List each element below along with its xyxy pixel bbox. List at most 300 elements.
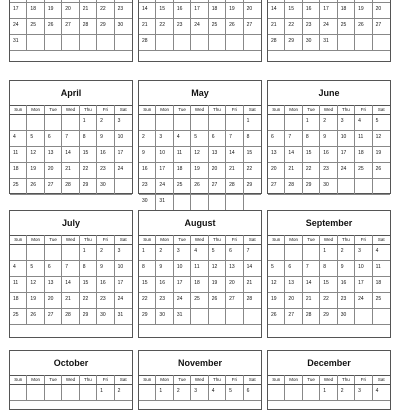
- day-cell[interactable]: [209, 131, 226, 147]
- day-cell[interactable]: [355, 147, 372, 163]
- day-cell[interactable]: [244, 115, 261, 131]
- day-cell[interactable]: [320, 163, 337, 179]
- day-cell[interactable]: [320, 293, 337, 309]
- day-cell[interactable]: [27, 131, 44, 147]
- day-cell[interactable]: [303, 309, 320, 325]
- day-cell[interactable]: [62, 261, 79, 277]
- day-cell[interactable]: [226, 19, 243, 35]
- day-cell[interactable]: [338, 245, 355, 261]
- day-cell[interactable]: [139, 131, 156, 147]
- day-cell[interactable]: [115, 293, 132, 309]
- day-cell[interactable]: [226, 195, 243, 211]
- day-cell[interactable]: [285, 245, 302, 261]
- day-cell[interactable]: [209, 293, 226, 309]
- day-cell[interactable]: [338, 277, 355, 293]
- day-cell[interactable]: [97, 115, 114, 131]
- day-cell[interactable]: [191, 195, 208, 211]
- day-cell[interactable]: [156, 35, 173, 51]
- day-cell[interactable]: [209, 147, 226, 163]
- day-cell[interactable]: [268, 179, 285, 195]
- day-cell[interactable]: [355, 179, 372, 195]
- day-cell[interactable]: [244, 385, 261, 401]
- day-cell[interactable]: [373, 3, 390, 19]
- day-cell[interactable]: [373, 115, 390, 131]
- day-cell[interactable]: [174, 261, 191, 277]
- day-cell[interactable]: [27, 3, 44, 19]
- day-cell[interactable]: [139, 19, 156, 35]
- day-cell[interactable]: [303, 277, 320, 293]
- day-cell[interactable]: [338, 163, 355, 179]
- day-cell[interactable]: [226, 261, 243, 277]
- day-cell[interactable]: [268, 131, 285, 147]
- day-cell[interactable]: [97, 147, 114, 163]
- day-cell[interactable]: [244, 179, 261, 195]
- day-cell[interactable]: [373, 309, 390, 325]
- day-cell[interactable]: [10, 19, 27, 35]
- day-cell[interactable]: [244, 147, 261, 163]
- day-cell[interactable]: [209, 19, 226, 35]
- day-cell[interactable]: [209, 179, 226, 195]
- day-cell[interactable]: [303, 19, 320, 35]
- day-cell[interactable]: [191, 147, 208, 163]
- day-cell[interactable]: [115, 277, 132, 293]
- day-cell[interactable]: [268, 3, 285, 19]
- day-cell[interactable]: [139, 309, 156, 325]
- day-cell[interactable]: [285, 115, 302, 131]
- day-cell[interactable]: [373, 245, 390, 261]
- day-cell[interactable]: [355, 277, 372, 293]
- day-cell[interactable]: [45, 35, 62, 51]
- day-cell[interactable]: [62, 385, 79, 401]
- day-cell[interactable]: [303, 245, 320, 261]
- day-cell[interactable]: [80, 19, 97, 35]
- day-cell[interactable]: [209, 309, 226, 325]
- day-cell[interactable]: [191, 309, 208, 325]
- day-cell[interactable]: [62, 19, 79, 35]
- day-cell[interactable]: [338, 115, 355, 131]
- day-cell[interactable]: [62, 115, 79, 131]
- day-cell[interactable]: [244, 19, 261, 35]
- day-cell[interactable]: [174, 115, 191, 131]
- day-cell[interactable]: [10, 179, 27, 195]
- day-cell[interactable]: [174, 245, 191, 261]
- day-cell[interactable]: [80, 147, 97, 163]
- day-cell[interactable]: [174, 35, 191, 51]
- day-cell[interactable]: [303, 115, 320, 131]
- day-cell[interactable]: [115, 3, 132, 19]
- day-cell[interactable]: [285, 3, 302, 19]
- day-cell[interactable]: [80, 293, 97, 309]
- day-cell[interactable]: [115, 261, 132, 277]
- day-cell[interactable]: [115, 131, 132, 147]
- day-cell[interactable]: [244, 293, 261, 309]
- day-cell[interactable]: [10, 147, 27, 163]
- day-cell[interactable]: [373, 261, 390, 277]
- day-cell[interactable]: [62, 163, 79, 179]
- day-cell[interactable]: [97, 277, 114, 293]
- day-cell[interactable]: [209, 35, 226, 51]
- day-cell[interactable]: [115, 179, 132, 195]
- day-cell[interactable]: [285, 277, 302, 293]
- day-cell[interactable]: [62, 245, 79, 261]
- day-cell[interactable]: [156, 195, 173, 211]
- day-cell[interactable]: [320, 115, 337, 131]
- day-cell[interactable]: [139, 277, 156, 293]
- day-cell[interactable]: [45, 385, 62, 401]
- day-cell[interactable]: [226, 147, 243, 163]
- day-cell[interactable]: [303, 163, 320, 179]
- day-cell[interactable]: [268, 35, 285, 51]
- day-cell[interactable]: [244, 195, 261, 211]
- day-cell[interactable]: [174, 19, 191, 35]
- day-cell[interactable]: [139, 115, 156, 131]
- day-cell[interactable]: [174, 195, 191, 211]
- day-cell[interactable]: [97, 3, 114, 19]
- day-cell[interactable]: [97, 261, 114, 277]
- day-cell[interactable]: [320, 245, 337, 261]
- day-cell[interactable]: [80, 131, 97, 147]
- day-cell[interactable]: [139, 293, 156, 309]
- day-cell[interactable]: [320, 3, 337, 19]
- day-cell[interactable]: [156, 163, 173, 179]
- day-cell[interactable]: [320, 35, 337, 51]
- day-cell[interactable]: [80, 35, 97, 51]
- day-cell[interactable]: [191, 385, 208, 401]
- day-cell[interactable]: [139, 245, 156, 261]
- day-cell[interactable]: [174, 309, 191, 325]
- day-cell[interactable]: [10, 3, 27, 19]
- day-cell[interactable]: [156, 3, 173, 19]
- day-cell[interactable]: [244, 131, 261, 147]
- day-cell[interactable]: [27, 163, 44, 179]
- day-cell[interactable]: [226, 293, 243, 309]
- day-cell[interactable]: [97, 163, 114, 179]
- day-cell[interactable]: [303, 385, 320, 401]
- day-cell[interactable]: [80, 3, 97, 19]
- day-cell[interactable]: [174, 277, 191, 293]
- day-cell[interactable]: [97, 245, 114, 261]
- day-cell[interactable]: [338, 293, 355, 309]
- day-cell[interactable]: [10, 277, 27, 293]
- day-cell[interactable]: [156, 245, 173, 261]
- day-cell[interactable]: [191, 261, 208, 277]
- day-cell[interactable]: [27, 277, 44, 293]
- day-cell[interactable]: [355, 115, 372, 131]
- day-cell[interactable]: [191, 3, 208, 19]
- day-cell[interactable]: [373, 35, 390, 51]
- day-cell[interactable]: [62, 179, 79, 195]
- day-cell[interactable]: [62, 277, 79, 293]
- day-cell[interactable]: [355, 131, 372, 147]
- day-cell[interactable]: [156, 131, 173, 147]
- day-cell[interactable]: [303, 35, 320, 51]
- day-cell[interactable]: [139, 195, 156, 211]
- day-cell[interactable]: [226, 3, 243, 19]
- day-cell[interactable]: [209, 245, 226, 261]
- day-cell[interactable]: [209, 277, 226, 293]
- day-cell[interactable]: [45, 261, 62, 277]
- day-cell[interactable]: [45, 147, 62, 163]
- day-cell[interactable]: [10, 309, 27, 325]
- day-cell[interactable]: [320, 385, 337, 401]
- day-cell[interactable]: [27, 261, 44, 277]
- day-cell[interactable]: [268, 261, 285, 277]
- day-cell[interactable]: [226, 277, 243, 293]
- day-cell[interactable]: [27, 19, 44, 35]
- day-cell[interactable]: [156, 261, 173, 277]
- day-cell[interactable]: [355, 35, 372, 51]
- day-cell[interactable]: [355, 385, 372, 401]
- day-cell[interactable]: [115, 245, 132, 261]
- day-cell[interactable]: [174, 147, 191, 163]
- day-cell[interactable]: [268, 163, 285, 179]
- day-cell[interactable]: [139, 3, 156, 19]
- day-cell[interactable]: [62, 293, 79, 309]
- day-cell[interactable]: [268, 115, 285, 131]
- day-cell[interactable]: [268, 293, 285, 309]
- day-cell[interactable]: [338, 261, 355, 277]
- day-cell[interactable]: [10, 261, 27, 277]
- day-cell[interactable]: [338, 19, 355, 35]
- day-cell[interactable]: [338, 3, 355, 19]
- day-cell[interactable]: [80, 277, 97, 293]
- day-cell[interactable]: [156, 293, 173, 309]
- day-cell[interactable]: [80, 115, 97, 131]
- day-cell[interactable]: [191, 293, 208, 309]
- day-cell[interactable]: [355, 309, 372, 325]
- day-cell[interactable]: [27, 147, 44, 163]
- day-cell[interactable]: [45, 293, 62, 309]
- day-cell[interactable]: [320, 277, 337, 293]
- day-cell[interactable]: [10, 245, 27, 261]
- day-cell[interactable]: [27, 115, 44, 131]
- day-cell[interactable]: [285, 163, 302, 179]
- day-cell[interactable]: [97, 179, 114, 195]
- day-cell[interactable]: [209, 195, 226, 211]
- day-cell[interactable]: [303, 147, 320, 163]
- day-cell[interactable]: [191, 115, 208, 131]
- day-cell[interactable]: [268, 19, 285, 35]
- day-cell[interactable]: [156, 147, 173, 163]
- day-cell[interactable]: [174, 3, 191, 19]
- day-cell[interactable]: [97, 309, 114, 325]
- day-cell[interactable]: [10, 35, 27, 51]
- day-cell[interactable]: [320, 309, 337, 325]
- day-cell[interactable]: [80, 261, 97, 277]
- day-cell[interactable]: [244, 277, 261, 293]
- day-cell[interactable]: [80, 163, 97, 179]
- day-cell[interactable]: [45, 163, 62, 179]
- day-cell[interactable]: [174, 131, 191, 147]
- day-cell[interactable]: [139, 179, 156, 195]
- day-cell[interactable]: [115, 35, 132, 51]
- day-cell[interactable]: [27, 179, 44, 195]
- day-cell[interactable]: [80, 385, 97, 401]
- day-cell[interactable]: [156, 385, 173, 401]
- day-cell[interactable]: [226, 309, 243, 325]
- day-cell[interactable]: [244, 245, 261, 261]
- day-cell[interactable]: [115, 115, 132, 131]
- day-cell[interactable]: [209, 3, 226, 19]
- day-cell[interactable]: [338, 147, 355, 163]
- day-cell[interactable]: [115, 147, 132, 163]
- day-cell[interactable]: [62, 35, 79, 51]
- day-cell[interactable]: [80, 245, 97, 261]
- day-cell[interactable]: [268, 385, 285, 401]
- day-cell[interactable]: [226, 115, 243, 131]
- day-cell[interactable]: [156, 19, 173, 35]
- day-cell[interactable]: [45, 131, 62, 147]
- day-cell[interactable]: [226, 163, 243, 179]
- day-cell[interactable]: [320, 179, 337, 195]
- day-cell[interactable]: [285, 309, 302, 325]
- day-cell[interactable]: [97, 293, 114, 309]
- day-cell[interactable]: [97, 35, 114, 51]
- day-cell[interactable]: [373, 163, 390, 179]
- day-cell[interactable]: [115, 163, 132, 179]
- day-cell[interactable]: [303, 3, 320, 19]
- day-cell[interactable]: [45, 179, 62, 195]
- day-cell[interactable]: [338, 309, 355, 325]
- day-cell[interactable]: [10, 293, 27, 309]
- day-cell[interactable]: [209, 163, 226, 179]
- day-cell[interactable]: [320, 261, 337, 277]
- day-cell[interactable]: [139, 163, 156, 179]
- day-cell[interactable]: [338, 35, 355, 51]
- day-cell[interactable]: [285, 19, 302, 35]
- day-cell[interactable]: [338, 385, 355, 401]
- day-cell[interactable]: [174, 293, 191, 309]
- day-cell[interactable]: [139, 147, 156, 163]
- day-cell[interactable]: [373, 293, 390, 309]
- day-cell[interactable]: [115, 385, 132, 401]
- day-cell[interactable]: [303, 179, 320, 195]
- day-cell[interactable]: [226, 245, 243, 261]
- day-cell[interactable]: [45, 115, 62, 131]
- day-cell[interactable]: [10, 131, 27, 147]
- day-cell[interactable]: [191, 179, 208, 195]
- day-cell[interactable]: [27, 35, 44, 51]
- day-cell[interactable]: [10, 163, 27, 179]
- day-cell[interactable]: [174, 385, 191, 401]
- day-cell[interactable]: [226, 131, 243, 147]
- day-cell[interactable]: [174, 163, 191, 179]
- day-cell[interactable]: [355, 163, 372, 179]
- day-cell[interactable]: [373, 131, 390, 147]
- day-cell[interactable]: [27, 293, 44, 309]
- day-cell[interactable]: [373, 147, 390, 163]
- day-cell[interactable]: [355, 3, 372, 19]
- day-cell[interactable]: [268, 147, 285, 163]
- day-cell[interactable]: [191, 277, 208, 293]
- day-cell[interactable]: [191, 19, 208, 35]
- day-cell[interactable]: [285, 385, 302, 401]
- day-cell[interactable]: [320, 131, 337, 147]
- day-cell[interactable]: [285, 179, 302, 195]
- day-cell[interactable]: [45, 3, 62, 19]
- day-cell[interactable]: [97, 131, 114, 147]
- day-cell[interactable]: [285, 261, 302, 277]
- day-cell[interactable]: [97, 19, 114, 35]
- day-cell[interactable]: [285, 147, 302, 163]
- day-cell[interactable]: [45, 19, 62, 35]
- day-cell[interactable]: [80, 179, 97, 195]
- day-cell[interactable]: [373, 19, 390, 35]
- day-cell[interactable]: [226, 35, 243, 51]
- day-cell[interactable]: [62, 147, 79, 163]
- day-cell[interactable]: [62, 131, 79, 147]
- day-cell[interactable]: [139, 385, 156, 401]
- day-cell[interactable]: [139, 261, 156, 277]
- day-cell[interactable]: [226, 385, 243, 401]
- day-cell[interactable]: [320, 147, 337, 163]
- day-cell[interactable]: [209, 385, 226, 401]
- day-cell[interactable]: [244, 261, 261, 277]
- day-cell[interactable]: [27, 245, 44, 261]
- day-cell[interactable]: [209, 261, 226, 277]
- day-cell[interactable]: [45, 309, 62, 325]
- day-cell[interactable]: [156, 309, 173, 325]
- day-cell[interactable]: [320, 19, 337, 35]
- day-cell[interactable]: [45, 277, 62, 293]
- day-cell[interactable]: [45, 245, 62, 261]
- day-cell[interactable]: [62, 309, 79, 325]
- day-cell[interactable]: [268, 277, 285, 293]
- day-cell[interactable]: [156, 179, 173, 195]
- day-cell[interactable]: [10, 385, 27, 401]
- day-cell[interactable]: [303, 131, 320, 147]
- day-cell[interactable]: [191, 131, 208, 147]
- day-cell[interactable]: [156, 115, 173, 131]
- day-cell[interactable]: [373, 277, 390, 293]
- day-cell[interactable]: [174, 179, 191, 195]
- day-cell[interactable]: [285, 293, 302, 309]
- day-cell[interactable]: [80, 309, 97, 325]
- day-cell[interactable]: [338, 131, 355, 147]
- day-cell[interactable]: [139, 35, 156, 51]
- day-cell[interactable]: [355, 293, 372, 309]
- day-cell[interactable]: [268, 309, 285, 325]
- day-cell[interactable]: [355, 19, 372, 35]
- day-cell[interactable]: [244, 309, 261, 325]
- day-cell[interactable]: [209, 115, 226, 131]
- day-cell[interactable]: [303, 261, 320, 277]
- day-cell[interactable]: [285, 35, 302, 51]
- day-cell[interactable]: [115, 19, 132, 35]
- day-cell[interactable]: [62, 3, 79, 19]
- day-cell[interactable]: [373, 179, 390, 195]
- day-cell[interactable]: [373, 385, 390, 401]
- day-cell[interactable]: [338, 179, 355, 195]
- day-cell[interactable]: [191, 245, 208, 261]
- day-cell[interactable]: [226, 179, 243, 195]
- day-cell[interactable]: [355, 261, 372, 277]
- day-cell[interactable]: [27, 309, 44, 325]
- day-cell[interactable]: [191, 35, 208, 51]
- day-cell[interactable]: [156, 277, 173, 293]
- day-cell[interactable]: [244, 35, 261, 51]
- day-cell[interactable]: [115, 309, 132, 325]
- day-cell[interactable]: [191, 163, 208, 179]
- day-cell[interactable]: [10, 115, 27, 131]
- day-cell[interactable]: [244, 3, 261, 19]
- day-cell[interactable]: [268, 245, 285, 261]
- day-cell[interactable]: [97, 385, 114, 401]
- day-cell[interactable]: [303, 293, 320, 309]
- day-cell[interactable]: [244, 163, 261, 179]
- day-cell[interactable]: [285, 131, 302, 147]
- day-cell[interactable]: [27, 385, 44, 401]
